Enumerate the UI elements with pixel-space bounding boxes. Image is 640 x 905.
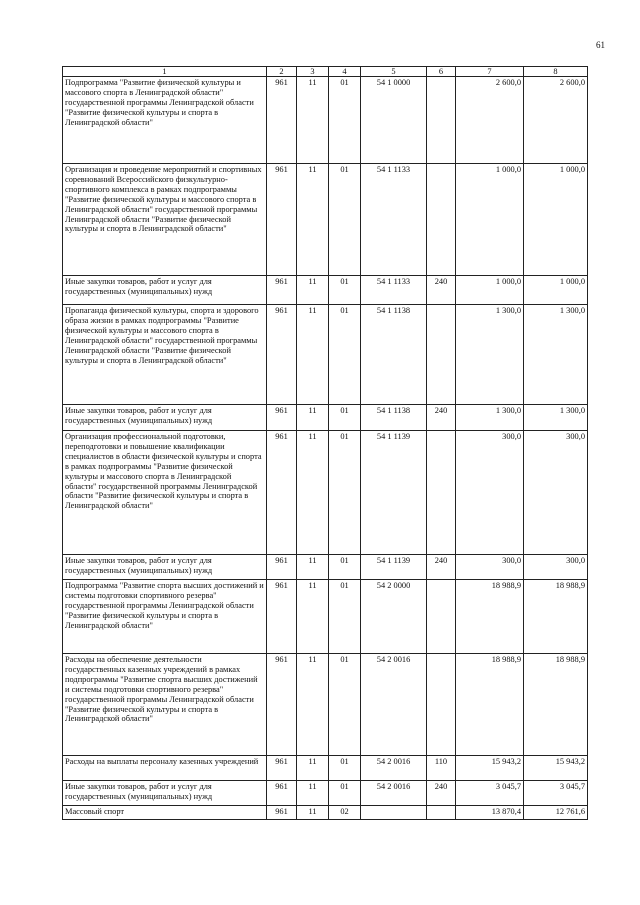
section-code-cell: 11 bbox=[297, 77, 329, 164]
grbs-code-cell: 961 bbox=[267, 77, 297, 164]
grbs-code-cell: 961 bbox=[267, 276, 297, 305]
section-code-cell: 11 bbox=[297, 431, 329, 555]
table-row bbox=[63, 405, 588, 431]
target-article-cell: 54 1 1133 bbox=[361, 164, 427, 276]
target-article-cell: 54 2 0000 bbox=[361, 580, 427, 654]
row-name-cell: Иные закупки товаров, работ и услуг для государственных (муниципальных) нужд bbox=[63, 555, 267, 580]
amount-col8-cell: 1 300,0 bbox=[524, 305, 588, 405]
target-article-cell: 54 2 0016 bbox=[361, 756, 427, 781]
expense-type-cell: 240 bbox=[427, 781, 456, 806]
amount-col7-cell: 13 870,4 bbox=[456, 806, 524, 820]
subsection-code-cell: 01 bbox=[329, 405, 361, 431]
table-row bbox=[63, 756, 588, 781]
section-code-cell: 11 bbox=[297, 164, 329, 276]
target-article-cell bbox=[361, 806, 427, 820]
target-article-cell: 54 1 1133 bbox=[361, 276, 427, 305]
expense-type-cell: 110 bbox=[427, 756, 456, 781]
amount-col8-cell: 18 988,9 bbox=[524, 654, 588, 756]
subsection-code-cell: 01 bbox=[329, 781, 361, 806]
expense-type-cell: 240 bbox=[427, 276, 456, 305]
row-name-cell: Организация профессиональной подготовки, переподготовки и повышение квалификации специалистов в области физической культуры и спорта в рамках подпрограммы "Развитие физической культуры и массового спорта в Ленинградской области" государственной программы Ленинградской области "Развитие физической культуры и спорта в Ленинградской области" bbox=[63, 431, 267, 555]
section-code-cell: 11 bbox=[297, 555, 329, 580]
amount-col7-cell: 1 300,0 bbox=[456, 305, 524, 405]
amount-col7-cell: 15 943,2 bbox=[456, 756, 524, 781]
expense-type-cell bbox=[427, 431, 456, 555]
column-header: 8 bbox=[524, 67, 588, 77]
section-code-cell: 11 bbox=[297, 405, 329, 431]
table-row bbox=[63, 555, 588, 580]
grbs-code-cell: 961 bbox=[267, 806, 297, 820]
column-header: 6 bbox=[427, 67, 456, 77]
target-article-cell: 54 1 0000 bbox=[361, 77, 427, 164]
row-name-cell: Иные закупки товаров, работ и услуг для государственных (муниципальных) нужд bbox=[63, 405, 267, 431]
target-article-cell: 54 1 1139 bbox=[361, 555, 427, 580]
amount-col7-cell: 1 300,0 bbox=[456, 405, 524, 431]
row-name-cell: Организация и проведение мероприятий и спортивных соревнований Всероссийского физкультурно-спортивного комплекса в рамках подпрограммы "Развитие физической культуры и массового спорта в Ленинградской области" государственной программы Ленинградской области "Развитие физической культуры и спорта в Ленинградской области" bbox=[63, 164, 267, 276]
subsection-code-cell: 01 bbox=[329, 305, 361, 405]
subsection-code-cell: 01 bbox=[329, 164, 361, 276]
target-article-cell: 54 1 1138 bbox=[361, 405, 427, 431]
amount-col7-cell: 300,0 bbox=[456, 431, 524, 555]
expense-type-cell bbox=[427, 305, 456, 405]
column-header: 1 bbox=[63, 67, 267, 77]
row-name-cell: Иные закупки товаров, работ и услуг для государственных (муниципальных) нужд bbox=[63, 781, 267, 806]
section-code-cell: 11 bbox=[297, 756, 329, 781]
grbs-code-cell: 961 bbox=[267, 756, 297, 781]
amount-col8-cell: 300,0 bbox=[524, 431, 588, 555]
row-name-cell: Массовый спорт bbox=[63, 806, 267, 820]
amount-col8-cell: 15 943,2 bbox=[524, 756, 588, 781]
subsection-code-cell: 01 bbox=[329, 756, 361, 781]
amount-col8-cell: 18 988,9 bbox=[524, 580, 588, 654]
expense-type-cell bbox=[427, 806, 456, 820]
row-name-cell: Подпрограмма "Развитие спорта высших достижений и системы подготовки спортивного резерва" государственной программы Ленинградской области "Развитие физической культуры и спорта в Ленинградской области" bbox=[63, 580, 267, 654]
section-code-cell: 11 bbox=[297, 781, 329, 806]
subsection-code-cell: 01 bbox=[329, 431, 361, 555]
column-header: 4 bbox=[329, 67, 361, 77]
grbs-code-cell: 961 bbox=[267, 654, 297, 756]
table-row bbox=[63, 654, 588, 756]
table-row bbox=[63, 164, 588, 276]
table-row bbox=[63, 77, 588, 164]
page-number: 61 bbox=[596, 40, 605, 50]
grbs-code-cell: 961 bbox=[267, 555, 297, 580]
row-name-cell: Иные закупки товаров, работ и услуг для государственных (муниципальных) нужд bbox=[63, 276, 267, 305]
amount-col8-cell: 300,0 bbox=[524, 555, 588, 580]
amount-col8-cell: 12 761,6 bbox=[524, 806, 588, 820]
grbs-code-cell: 961 bbox=[267, 305, 297, 405]
row-name-cell: Расходы на обеспечение деятельности государственных казенных учреждений в рамках подпрограммы "Развитие спорта высших достижений и системы подготовки спортивного резерва" государственной программы Ленинградской области "Развитие физической культуры и спорта в Ленинградской области" bbox=[63, 654, 267, 756]
expense-type-cell bbox=[427, 654, 456, 756]
amount-col8-cell: 1 000,0 bbox=[524, 164, 588, 276]
amount-col8-cell: 2 600,0 bbox=[524, 77, 588, 164]
expense-type-cell bbox=[427, 164, 456, 276]
grbs-code-cell: 961 bbox=[267, 405, 297, 431]
table-row bbox=[63, 781, 588, 806]
column-header-row bbox=[63, 67, 588, 77]
row-name-cell: Расходы на выплаты персоналу казенных учреждений bbox=[63, 756, 267, 781]
amount-col7-cell: 1 000,0 bbox=[456, 276, 524, 305]
column-header: 3 bbox=[297, 67, 329, 77]
amount-col8-cell: 1 000,0 bbox=[524, 276, 588, 305]
amount-col8-cell: 1 300,0 bbox=[524, 405, 588, 431]
grbs-code-cell: 961 bbox=[267, 431, 297, 555]
table-row bbox=[63, 806, 588, 820]
row-name-cell: Пропаганда физической культуры, спорта и здорового образа жизни в рамках подпрограммы "Развитие физической культуры и массового спорта в Ленинградской области" государственной программы Ленинградской области "Развитие физической культуры и спорта в Ленинградской области" bbox=[63, 305, 267, 405]
amount-col7-cell: 300,0 bbox=[456, 555, 524, 580]
target-article-cell: 54 2 0016 bbox=[361, 781, 427, 806]
subsection-code-cell: 01 bbox=[329, 555, 361, 580]
amount-col7-cell: 3 045,7 bbox=[456, 781, 524, 806]
column-header: 7 bbox=[456, 67, 524, 77]
amount-col7-cell: 1 000,0 bbox=[456, 164, 524, 276]
expense-type-cell: 240 bbox=[427, 405, 456, 431]
subsection-code-cell: 01 bbox=[329, 580, 361, 654]
amount-col7-cell: 18 988,9 bbox=[456, 654, 524, 756]
table-row bbox=[63, 305, 588, 405]
target-article-cell: 54 2 0016 bbox=[361, 654, 427, 756]
grbs-code-cell: 961 bbox=[267, 781, 297, 806]
expense-type-cell bbox=[427, 580, 456, 654]
table-row bbox=[63, 431, 588, 555]
section-code-cell: 11 bbox=[297, 580, 329, 654]
expense-type-cell bbox=[427, 77, 456, 164]
amount-col8-cell: 3 045,7 bbox=[524, 781, 588, 806]
subsection-code-cell: 02 bbox=[329, 806, 361, 820]
table-row bbox=[63, 580, 588, 654]
column-header: 5 bbox=[361, 67, 427, 77]
budget-table bbox=[62, 66, 588, 820]
table-row bbox=[63, 276, 588, 305]
grbs-code-cell: 961 bbox=[267, 164, 297, 276]
subsection-code-cell: 01 bbox=[329, 276, 361, 305]
section-code-cell: 11 bbox=[297, 806, 329, 820]
section-code-cell: 11 bbox=[297, 305, 329, 405]
row-name-cell: Подпрограмма "Развитие физической культуры и массового спорта в Ленинградской области" государственной программы Ленинградской области "Развитие физической культуры и спорта в Ленинградской области" bbox=[63, 77, 267, 164]
section-code-cell: 11 bbox=[297, 654, 329, 756]
amount-col7-cell: 2 600,0 bbox=[456, 77, 524, 164]
target-article-cell: 54 1 1139 bbox=[361, 431, 427, 555]
subsection-code-cell: 01 bbox=[329, 77, 361, 164]
section-code-cell: 11 bbox=[297, 276, 329, 305]
subsection-code-cell: 01 bbox=[329, 654, 361, 756]
amount-col7-cell: 18 988,9 bbox=[456, 580, 524, 654]
grbs-code-cell: 961 bbox=[267, 580, 297, 654]
column-header: 2 bbox=[267, 67, 297, 77]
target-article-cell: 54 1 1138 bbox=[361, 305, 427, 405]
expense-type-cell: 240 bbox=[427, 555, 456, 580]
